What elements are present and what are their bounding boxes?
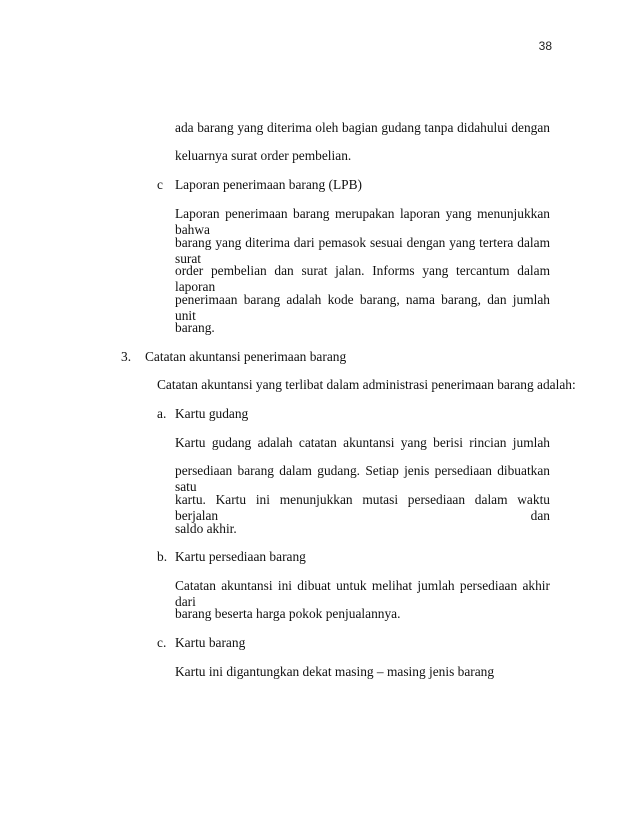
kartu-gudang-line-4: saldo akhir. [175,521,237,536]
intro-line-2: keluarnya surat order pembelian. [175,148,352,163]
list-marker-c-dot: c. [157,635,167,650]
kartu-barang-heading: Kartu barang [175,635,246,650]
kartu-gudang-line-2: persediaan barang dalam gudang. Setiap jenis persediaan dibuatkan satu [175,463,550,494]
lpb-line-3: order pembelian dan surat jalan. Informs yang tercantum dalam laporan [175,263,550,294]
kartu-barang-line-1: Kartu ini digantungkan dekat masing – masing jenis barang [175,664,495,679]
lpb-line-4: penerimaan barang adalah kode barang, nama barang, dan jumlah unit [175,292,550,323]
list-marker-a: a. [157,406,167,421]
kartu-persediaan-line-1: Catatan akuntansi ini dibuat untuk melihat jumlah persediaan akhir dari [175,578,550,609]
kartu-persediaan-line-2: barang beserta harga pokok penjualannya. [175,606,401,621]
list-marker-c: c [157,177,163,192]
kartu-gudang-line-3: kartu. Kartu ini menunjukkan mutasi persediaan dalam waktu berjalan dan [175,492,550,523]
kartu-persediaan-heading: Kartu persediaan barang [175,549,306,564]
kartu-gudang-line-1: Kartu gudang adalah catatan akuntansi yang berisi rincian jumlah [175,435,550,450]
list-marker-b: b. [157,549,168,564]
page-number: 38 [538,39,552,53]
lpb-line-1: Laporan penerimaan barang merupakan laporan yang menunjukkan bahwa [175,206,550,237]
section-3-marker: 3. [121,349,132,364]
lpb-line-2: barang yang diterima dari pemasok sesuai dengan yang tertera dalam surat [175,235,550,266]
lpb-heading: Laporan penerimaan barang (LPB) [175,177,363,192]
kartu-gudang-heading: Kartu gudang [175,406,249,421]
intro-line-1: ada barang yang diterima oleh bagian gudang tanpa didahului dengan [175,120,550,135]
section-3-intro: Catatan akuntansi yang terlibat dalam administrasi penerimaan barang adalah: [157,377,576,392]
lpb-line-5: barang. [175,320,215,335]
section-3-heading: Catatan akuntansi penerimaan barang [145,349,347,364]
